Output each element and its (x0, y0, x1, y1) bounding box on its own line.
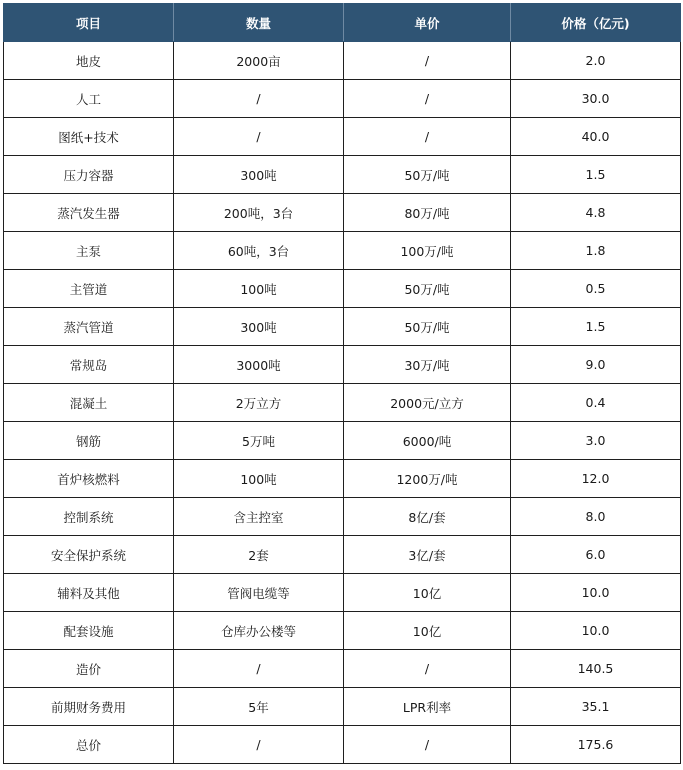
cell-quantity: / (174, 80, 344, 118)
cell-price: 1.8 (511, 232, 681, 270)
cell-item: 首炉核燃料 (4, 460, 174, 498)
cell-quantity: 2万立方 (174, 384, 344, 422)
cell-item: 压力容器 (4, 156, 174, 194)
cell-quantity: 2套 (174, 536, 344, 574)
cell-quantity: 2000亩 (174, 42, 344, 80)
cell-price: 2.0 (511, 42, 681, 80)
cell-price: 35.1 (511, 688, 681, 726)
cell-quantity: 3000吨 (174, 346, 344, 384)
cell-price: 0.4 (511, 384, 681, 422)
cell-unit-price: / (344, 726, 511, 764)
header-row (4, 4, 681, 42)
cell-item: 地皮 (4, 42, 174, 80)
table-row (4, 194, 681, 232)
cell-price: 8.0 (511, 498, 681, 536)
cell-price: 3.0 (511, 422, 681, 460)
table-row (4, 612, 681, 650)
cell-unit-price: 10亿 (344, 612, 511, 650)
table-row (4, 346, 681, 384)
cell-unit-price: 30万/吨 (344, 346, 511, 384)
cell-quantity: / (174, 726, 344, 764)
table-row (4, 574, 681, 612)
cell-item: 辅料及其他 (4, 574, 174, 612)
cell-unit-price: 50万/吨 (344, 308, 511, 346)
cell-unit-price: 10亿 (344, 574, 511, 612)
cell-unit-price: 100万/吨 (344, 232, 511, 270)
table-row (4, 498, 681, 536)
cell-item: 蒸汽管道 (4, 308, 174, 346)
cell-unit-price: LPR利率 (344, 688, 511, 726)
cell-quantity: 5年 (174, 688, 344, 726)
table-row (4, 232, 681, 270)
cell-unit-price: 50万/吨 (344, 270, 511, 308)
header-price: 价格（亿元) (511, 4, 681, 42)
table-row (4, 308, 681, 346)
table-row (4, 460, 681, 498)
table-row (4, 42, 681, 80)
table-row (4, 422, 681, 460)
cell-unit-price: 8亿/套 (344, 498, 511, 536)
cell-price: 4.8 (511, 194, 681, 232)
cell-quantity: 含主控室 (174, 498, 344, 536)
cell-item: 前期财务费用 (4, 688, 174, 726)
cell-unit-price: 80万/吨 (344, 194, 511, 232)
cell-price: 12.0 (511, 460, 681, 498)
cell-quantity: 100吨 (174, 270, 344, 308)
table-row (4, 270, 681, 308)
cell-item: 安全保护系统 (4, 536, 174, 574)
cell-price: 10.0 (511, 612, 681, 650)
cell-unit-price: / (344, 80, 511, 118)
cell-item: 图纸+技术 (4, 118, 174, 156)
cell-price: 30.0 (511, 80, 681, 118)
cell-quantity: 60吨，3台 (174, 232, 344, 270)
cell-unit-price: 50万/吨 (344, 156, 511, 194)
table-row (4, 650, 681, 688)
cell-quantity: / (174, 650, 344, 688)
cell-price: 140.5 (511, 650, 681, 688)
cell-unit-price: / (344, 42, 511, 80)
cell-item: 主泵 (4, 232, 174, 270)
cell-quantity: 仓库办公楼等 (174, 612, 344, 650)
cell-price: 1.5 (511, 156, 681, 194)
table-row (4, 156, 681, 194)
cell-price: 1.5 (511, 308, 681, 346)
table-row (4, 536, 681, 574)
header-quantity: 数量 (174, 4, 344, 42)
cell-unit-price: 2000元/立方 (344, 384, 511, 422)
cell-quantity: 200吨，3台 (174, 194, 344, 232)
cell-quantity: 300吨 (174, 308, 344, 346)
table-body (4, 42, 681, 764)
table-row (4, 688, 681, 726)
cell-item: 人工 (4, 80, 174, 118)
cost-table-container (3, 3, 681, 764)
cell-price: 10.0 (511, 574, 681, 612)
cell-item: 主管道 (4, 270, 174, 308)
cell-item: 钢筋 (4, 422, 174, 460)
cell-price: 6.0 (511, 536, 681, 574)
cell-price: 0.5 (511, 270, 681, 308)
cell-quantity: 300吨 (174, 156, 344, 194)
cell-price: 9.0 (511, 346, 681, 384)
table-row (4, 118, 681, 156)
cell-unit-price: 3亿/套 (344, 536, 511, 574)
table-row (4, 384, 681, 422)
cell-item: 常规岛 (4, 346, 174, 384)
cell-quantity: 5万吨 (174, 422, 344, 460)
cell-quantity: / (174, 118, 344, 156)
cell-price: 175.6 (511, 726, 681, 764)
cost-table (3, 3, 681, 764)
header-item: 项目 (4, 4, 174, 42)
header-unit-price: 单价 (344, 4, 511, 42)
cell-item: 控制系统 (4, 498, 174, 536)
cell-item: 混凝土 (4, 384, 174, 422)
cell-item: 造价 (4, 650, 174, 688)
cell-item: 配套设施 (4, 612, 174, 650)
cell-unit-price: / (344, 118, 511, 156)
table-row (4, 726, 681, 764)
cell-item: 蒸汽发生器 (4, 194, 174, 232)
cell-quantity: 管阀电缆等 (174, 574, 344, 612)
cell-unit-price: 6000/吨 (344, 422, 511, 460)
table-row (4, 80, 681, 118)
table-header (4, 4, 681, 42)
cell-quantity: 100吨 (174, 460, 344, 498)
cell-item: 总价 (4, 726, 174, 764)
cell-price: 40.0 (511, 118, 681, 156)
cell-unit-price: 1200万/吨 (344, 460, 511, 498)
cell-unit-price: / (344, 650, 511, 688)
